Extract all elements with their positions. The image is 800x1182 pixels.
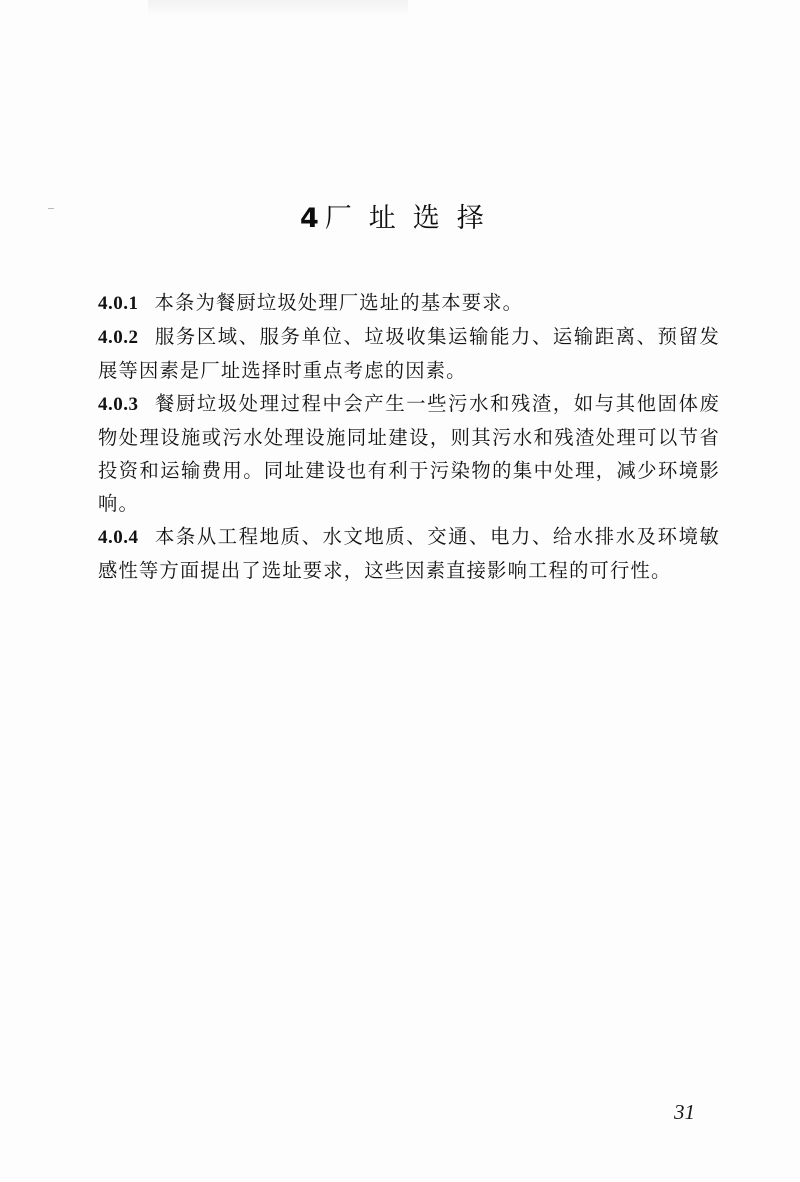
clause-4-0-1 [98,286,720,320]
clause-text: 本条从工程地质、水文地质、交通、电力、给水排水及环境敏感性等方面提出了选址要求，这些因素直接影响工程的可行性。 [98,525,720,582]
clause-text: 服务区域、服务单位、垃圾收集运输能力、运输距离、预留发展等因素是厂址选择时重点考虑的因素。 [98,325,720,382]
chapter-number: 4 [300,203,319,234]
page-number: 31 [674,1100,695,1124]
clause-4-0-3 [98,387,720,520]
clause-number: 4.0.3 [98,394,139,415]
clause-4-0-2 [98,320,720,387]
clause-list [98,286,720,587]
margin-mark [48,208,54,209]
scan-shadow [148,0,408,14]
clause-text: 餐厨垃圾处理过程中会产生一些污水和残渣，如与其他固体废物处理设施或污水处理设施同址建设，则其污水和残渣处理可以节省投资和运输费用。同址建设也有利于污染物的集中处理，减少环境影响。 [98,392,720,515]
chapter-heading [300,197,530,241]
clause-number: 4.0.2 [98,327,139,348]
clause-number: 4.0.1 [98,293,139,314]
clause-text: 本条为餐厨垃圾处理厂选址的基本要求。 [154,291,524,314]
clause-number: 4.0.4 [98,527,139,548]
chapter-title-text: 厂址选择 [324,203,501,234]
clause-4-0-4 [98,520,720,587]
